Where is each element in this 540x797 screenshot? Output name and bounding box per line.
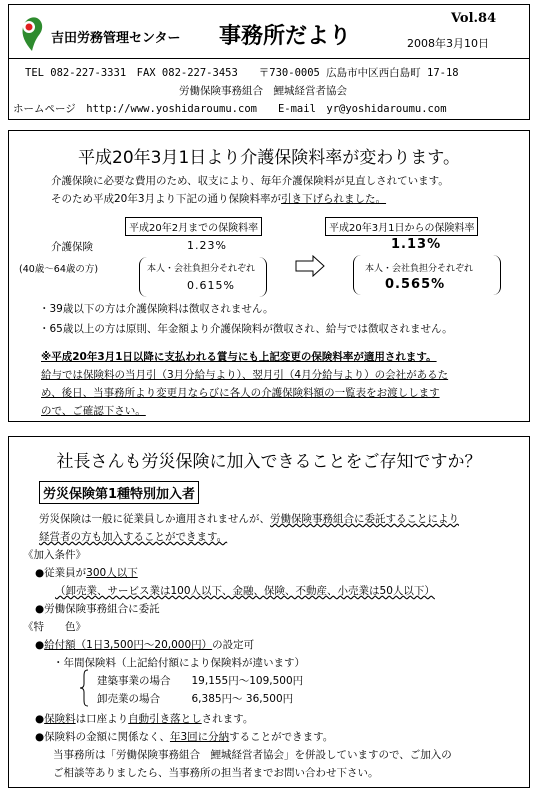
right-arrow-icon — [295, 255, 325, 277]
volume-number: Vol.84 — [451, 11, 497, 26]
feature-bullet: ● — [35, 713, 45, 725]
feature-text: ●保険料の金額に関係なく、 — [35, 731, 170, 743]
feature-text: することができます。 — [229, 731, 334, 743]
body-emphasis: 経営者の方も加入することができます。 — [39, 531, 228, 543]
feature-detail: ・年間保険料（上記給付額により保険料が違います） — [53, 657, 305, 669]
conditions-heading: 《加入条件》 — [23, 549, 86, 561]
newsletter-title: 事務所だより — [219, 24, 352, 49]
before-share-note: 本人・会社負担分それぞれ — [147, 264, 256, 274]
condition-detail: （卸売業、サービス業は100人以下、金融、保険、不動産、小売業は50人以下） — [55, 585, 435, 597]
office-name: 吉田労務管理センター — [51, 31, 181, 46]
body-text — [39, 511, 459, 526]
feature-text: されます。 — [201, 713, 254, 725]
feature-item — [35, 711, 253, 726]
newsletter-header — [8, 4, 530, 120]
logo-icon — [17, 13, 47, 53]
header-top-band — [9, 5, 529, 59]
intro-text-part: そのため平成20年3月より下記の通り保険料率が — [51, 193, 282, 205]
before-rate-header: 平成20年2月までの保険料率 — [125, 217, 262, 236]
body-text-part: 労災保険は一般に従業員しか適用されませんが、 — [39, 513, 270, 525]
feature-item — [35, 729, 333, 744]
section-subtitle: 労災保険第1種特別加入者 — [39, 481, 199, 504]
note-over-65: ・65歳以上の方は原則、年金額より介護保険料が徴収され、給与では徴収されません。 — [39, 323, 453, 335]
feature-item — [35, 637, 254, 652]
age-label: (40歳〜64歳の方) — [19, 264, 99, 275]
condition-emphasis: 300人以下 — [86, 567, 138, 579]
before-rate-value: 1.23% — [187, 239, 227, 252]
article-title: 平成20年3月1日より介護保険料率が変わります。 — [78, 148, 460, 168]
issue-date: 2008年3月10日 — [407, 37, 489, 50]
feature-emphasis: 年3回に分納 — [169, 731, 230, 743]
association-name: 労働保険事務組合 鯉城経営者協会 — [179, 85, 347, 97]
condition-text: ●従業員が — [35, 567, 87, 579]
premium-wholesale: 卸売業の場合 6,385円〜 36,500円 — [97, 693, 294, 705]
feature-emphasis: 自動引き落とし — [128, 713, 202, 725]
intro-text: 介護保険に必要な費用のため、収支により、毎年介護保険料が見直しされています。 — [51, 175, 449, 187]
after-share-value: 0.565% — [385, 277, 446, 292]
after-rate-header: 平成20年3月1日からの保険料率 — [325, 217, 478, 236]
closing-text: ご相談等ありましたら、当事務所の担当者までお問い合わせ下さい。 — [53, 767, 379, 779]
row-label: 介護保険 — [51, 241, 93, 253]
premium-construction: 建築事業の場合 19,155円〜109,500円 — [97, 675, 304, 687]
article-title: 社長さんも労災保険に加入できることをご存知ですか？ — [56, 452, 482, 472]
after-rate-value: 1.13% — [391, 237, 442, 252]
article-workers-comp — [8, 436, 530, 788]
left-brace-icon — [79, 669, 89, 707]
note-under-40: ・39歳以下の方は介護保険料は徴収されません。 — [39, 303, 274, 315]
web-and-email: ホームページ http://www.yoshidaroumu.com E-mail yr@yoshidaroumu.com — [13, 103, 447, 115]
contact-info: TEL 082-227-3331 FAX 082-227-3453 〒730-0005 広島市中区西白島町 17-18 — [25, 67, 459, 79]
body-emphasis: 労働保険事務組合に委託することにより — [270, 513, 459, 525]
before-share-value: 0.615% — [187, 279, 235, 292]
condition-item: ●労働保険事務組合に委託 — [35, 603, 160, 615]
intro-emphasis: 引き下げられました。 — [281, 193, 387, 205]
features-heading: 《特 色》 — [23, 621, 86, 633]
payroll-notice: め、後日、当事務所より変更月ならびに各人の介護保険料額の一覧表をお渡しします — [41, 387, 440, 399]
after-share-note: 本人・会社負担分それぞれ — [365, 264, 474, 274]
feature-text: の設定可 — [212, 639, 255, 651]
closing-text: 当事務所は「労働保険事務組合 鯉城経営者協会」を併設していますので、ご加入の — [53, 749, 452, 761]
feature-emphasis: 給付額（1日3,500円〜20,000円） — [44, 639, 213, 651]
intro-text — [51, 191, 386, 206]
condition-item — [35, 565, 138, 580]
feature-text: は口座より — [75, 713, 129, 725]
feature-emphasis: 保険料 — [44, 713, 76, 725]
bonus-notice: ※平成20年3月1日以降に支払われる賞与にも上記変更の保険料率が適用されます。 — [41, 351, 437, 363]
payroll-notice: 給与では保険料の当月引（3月分給与より）、翌月引（4月分給与より）の会社があるた — [41, 369, 449, 381]
payroll-notice: ので、ご確認下さい。 — [41, 405, 146, 417]
article-care-insurance — [8, 130, 530, 422]
feature-bullet: ● — [35, 639, 45, 651]
